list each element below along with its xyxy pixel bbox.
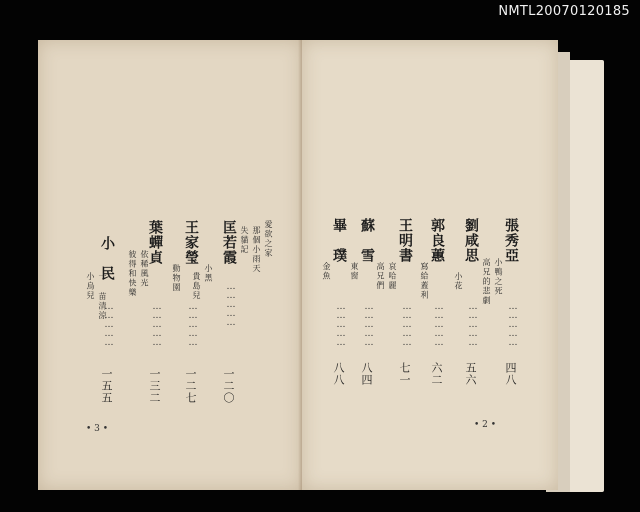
leader-dots: …………… [336, 302, 346, 347]
page-number: • 2 • [474, 420, 497, 430]
work-title: 高兄的悲劇 [482, 258, 491, 306]
author-name: 小 民 [99, 236, 115, 281]
author-name: 蘇 雪 [359, 218, 375, 263]
author-name: 畢 璞 [331, 218, 347, 263]
work-title: 哀哈麗 [388, 262, 397, 291]
page-ref: 七一 [398, 362, 411, 386]
watermark-label: NMTL20070120185 [498, 4, 630, 19]
right-page [302, 40, 558, 490]
left-page [38, 40, 302, 490]
page-ref: 六二 [430, 362, 443, 386]
author-name: 郭良蕙 [429, 218, 445, 263]
work-title: 寫給蓋利 [420, 262, 429, 300]
author-name: 匡若霞 [221, 220, 237, 265]
leader-dots: …………… [152, 302, 162, 347]
leader-dots: …………… [402, 302, 412, 347]
page-ref: 四八 [504, 362, 517, 386]
work-title: 小鴨之死 [494, 258, 503, 296]
page-ref: 一五五 [100, 368, 113, 404]
page-ref: 八四 [360, 362, 373, 386]
leader-dots: …………… [434, 302, 444, 347]
work-title: 金魚 [322, 262, 331, 281]
author-name: 劉咸思 [463, 218, 479, 263]
work-title: 東窗 [350, 262, 359, 281]
leader-dots: …………… [104, 302, 114, 347]
author-name: 張秀亞 [503, 218, 519, 263]
leader-dots: …………… [188, 302, 198, 347]
work-title: 小花 [454, 272, 463, 291]
author-name: 王家瑩 [183, 220, 199, 265]
work-title: 高兄們 [376, 262, 385, 291]
work-title: 貴島兒 [192, 272, 201, 301]
work-title: 彼得和快樂 [128, 250, 137, 298]
page-ref: 五六 [464, 362, 477, 386]
leader-dots: …………… [468, 302, 478, 347]
page-ref: 八八 [332, 362, 345, 386]
work-title: 一 苗清涼 [98, 272, 107, 321]
work-title: 失貓記 [240, 226, 249, 255]
work-title: 小烏兒 [86, 272, 95, 301]
work-title: 愛欲之家 [264, 220, 273, 258]
page-ref: 一二〇 [222, 368, 235, 404]
leader-dots: …………… [364, 302, 374, 347]
leader-dots: …………… [226, 282, 236, 327]
page-number: • 3 • [86, 424, 109, 434]
page-ref: 一二七 [184, 368, 197, 404]
work-title: 小黑 [204, 264, 213, 283]
leader-dots: …………… [508, 302, 518, 347]
author-name: 葉蟬貞 [147, 220, 163, 265]
page-ref: 一三二 [148, 368, 161, 404]
work-title: 動物園 [172, 264, 181, 293]
work-title: 依稀風光 [140, 250, 149, 288]
work-title: 那個小雨天 [252, 226, 261, 274]
author-name: 王明書 [397, 218, 413, 263]
